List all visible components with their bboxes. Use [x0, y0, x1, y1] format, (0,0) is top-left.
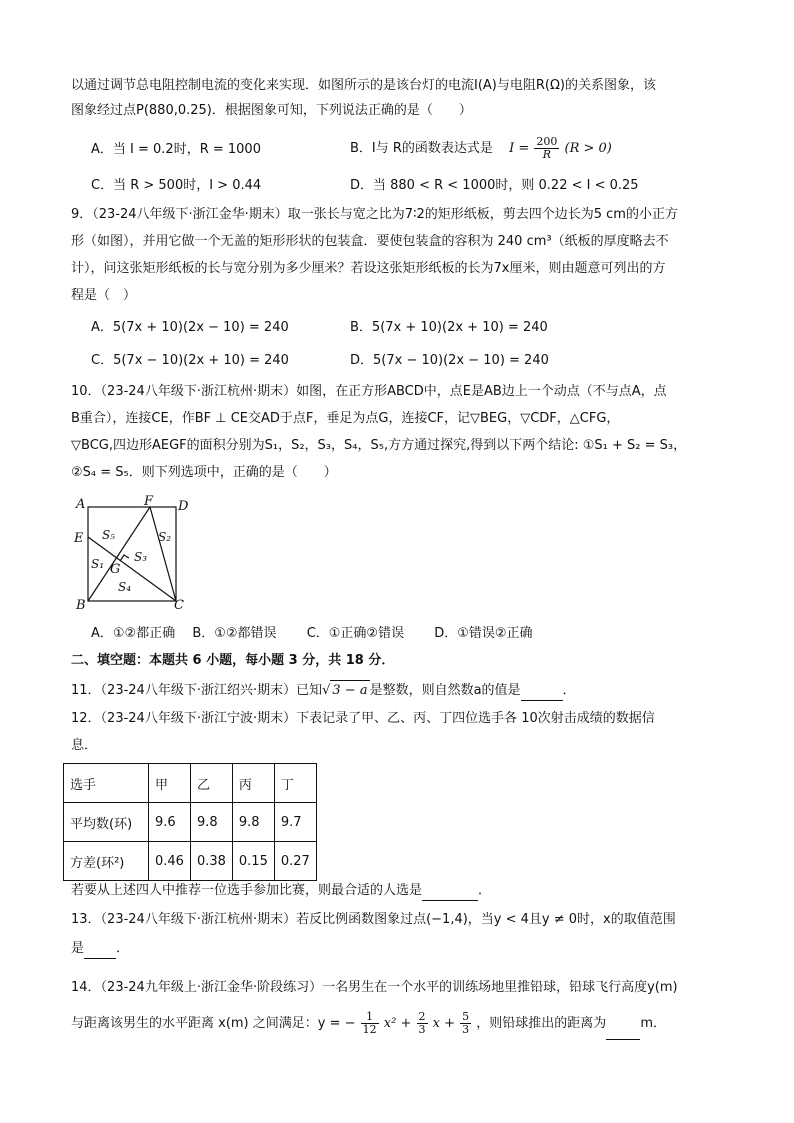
q8-option-b-text: B．I与 R的函数表达式是: [350, 141, 493, 156]
fraction-denominator: 12: [362, 1023, 377, 1036]
q10-line3: ▽BCG,四边形AEGF的面积分别为S₁，S₂，S₃，S₄，S₅,方方通过探究,得到以下两个结论: ①S₁ + S₂ = S₃，: [71, 438, 687, 453]
table-row: [64, 842, 317, 881]
q9-line4: 程是（ ）: [71, 288, 137, 303]
fraction-denominator: 3: [462, 1023, 470, 1036]
label-g: G: [110, 562, 121, 577]
q10-square-figure: [70, 495, 200, 615]
q10-line1: 10．（23-24八年级下·浙江杭州·期末）如图，在正方形ABCD中，点E是AB边上一个动点（不与点A，点: [71, 384, 667, 399]
q14-term-2: x +: [432, 1016, 456, 1031]
q11-radicand: 3 − a: [330, 680, 369, 701]
q14-line1: 14．（23-24九年级上·浙江金华·阶段练习）一名男生在一个水平的训练场地里推铅球，铅球飞行高度y(m): [71, 980, 678, 995]
table-cell: 方差(环²): [64, 842, 149, 881]
q10-options: A．①②都正确 B．①②都错误 C．①正确②错误 D．①错误②正确: [91, 626, 533, 641]
header-cell: 丙: [232, 764, 274, 803]
table-row: [64, 803, 317, 842]
q8-option-c: C．当 R > 500时，I > 0.44: [91, 178, 262, 193]
label-c: C: [174, 598, 184, 613]
label-b: B: [76, 598, 86, 613]
table-cell: 0.46: [149, 842, 191, 881]
table-cell: 0.15: [232, 842, 274, 881]
header-cell: 甲: [149, 764, 191, 803]
table-cell: 9.6: [149, 803, 191, 842]
label-e: E: [74, 531, 84, 546]
q11-suffix: 是整数，则自然数a的值是: [369, 683, 521, 698]
q9-line2: 形（如图），并用它做一个无盖的矩形形状的包装盒．要使包装盒的容积为 240 cm³（纸板的厚度略去不: [71, 234, 669, 249]
q14-line2: [71, 1008, 666, 1040]
q8-fraction-denominator: R: [542, 148, 552, 161]
q8-option-b-lhs: I =: [509, 141, 530, 156]
q13-prefix: 是: [71, 941, 85, 956]
segment-cf: [150, 507, 176, 601]
q9-option-a: A．5(7x + 10)(2x − 10) = 240: [91, 320, 289, 335]
label-s4: S₄: [118, 580, 132, 594]
q9-line3: 计），问这张矩形纸板的长与宽分别为多少厘米？若设这张矩形纸板的长为7x厘米，则由题意可列出的方: [71, 261, 666, 276]
q11-prefix: 11．（23-24八年级下·浙江绍兴·期末）已知: [71, 683, 323, 698]
q8-option-a: A．当 I = 0.2时，R = 1000: [91, 142, 261, 157]
right-angle-mark: [120, 555, 129, 561]
q14-fraction-3: [460, 1011, 471, 1036]
q14-prefix: 与距离该男生的水平距离 x(m) 之间满足：y = −: [71, 1016, 356, 1031]
q8-option-d: D．当 880 < R < 1000时，则 0.22 < I < 0.25: [350, 178, 639, 193]
q8-option-b: [350, 134, 612, 164]
label-s2: S₂: [158, 530, 172, 544]
q14-fraction-2: [417, 1011, 428, 1036]
header-cell: 乙: [190, 764, 232, 803]
q12-line1: 12．（23-24八年级下·浙江宁波·期末）下表记录了甲、乙、丙、丁四位选手各 10次射击成绩的数据信: [71, 711, 655, 726]
header-cell: 丁: [274, 764, 316, 803]
fraction-denominator: 3: [418, 1023, 426, 1036]
label-s3: S₃: [134, 550, 148, 564]
label-a: A: [76, 497, 86, 512]
q8-line1: 以通过调节总电阻控制电流的变化来实现．如图所示的是该台灯的电流I(A)与电阻R(Ω)的关系图象，该: [71, 78, 656, 93]
q14-fraction-1: [361, 1011, 379, 1036]
q8-line2: 图象经过点P(880,0.25)．根据图象可知，下列说法正确的是（ ）: [71, 103, 472, 118]
q11-line: [71, 680, 576, 701]
sqrt-symbol-icon: √: [322, 683, 331, 698]
q12-end: ．: [478, 883, 492, 898]
q14-term-1: x² +: [383, 1016, 412, 1031]
q9-option-c: C．5(7x − 10)(2x + 10) = 240: [91, 353, 289, 368]
label-s1: S₁: [91, 557, 105, 571]
fraction-numerator: 5: [462, 1010, 470, 1023]
table-cell: 平均数(环): [64, 803, 149, 842]
header-cell: 选手: [64, 764, 149, 803]
section-2-heading: 二、填空题：本题共 6 小题，每小题 3 分，共 18 分．: [71, 653, 395, 668]
q8-option-b-fraction: [534, 136, 559, 161]
table-header-row: [64, 764, 317, 803]
q9-line1: 9．（23-24八年级下·浙江金华·期末）取一张长与宽之比为7∶2的矩形纸板，剪去四个边长为5 cm的小正方: [71, 207, 678, 222]
q10-line4: ②S₄ = S₅．则下列选项中，正确的是（ ）: [71, 465, 337, 480]
label-f: F: [144, 495, 154, 509]
q12-table: [63, 763, 317, 881]
q12-after: [71, 881, 491, 901]
q11-answer-blank: [521, 686, 563, 701]
q14-suffix: ，则铅球推出的距离为: [476, 1016, 607, 1031]
q13-line1: 13．（23-24八年级下·浙江杭州·期末）若反比例函数图象过点(−1,4)，当y < 4且y ≠ 0时，x的取值范围: [71, 912, 676, 927]
q11-end: ．: [562, 683, 576, 698]
q13-line2: [71, 939, 129, 959]
q12-after-text: 若要从上述四人中推荐一位选手参加比赛，则最合适的人选是: [71, 883, 423, 898]
fraction-numerator: 2: [418, 1010, 426, 1023]
q12-line2: 息．: [71, 738, 98, 753]
q14-end: m．: [640, 1016, 666, 1031]
table-cell: 9.7: [274, 803, 316, 842]
q10-line2: B重合），连接CE，作BF ⊥ CE交AD于点F，垂足为点G，连接CF，记▽BEG，▽CDF，△CFG，: [71, 411, 620, 426]
table-cell: 0.38: [190, 842, 232, 881]
table-cell: 0.27: [274, 842, 316, 881]
q8-fraction-numerator: 200: [536, 135, 558, 148]
q12-answer-blank: [422, 886, 478, 901]
q8-option-b-domain: (R > 0): [564, 141, 612, 156]
q14-answer-blank: [606, 1025, 640, 1040]
table-cell: 9.8: [190, 803, 232, 842]
q13-answer-blank: [84, 944, 116, 959]
q9-option-d: D．5(7x − 10)(2x − 10) = 240: [350, 353, 549, 368]
q13-end: ．: [116, 941, 130, 956]
label-d: D: [178, 499, 189, 514]
table-cell: 9.8: [232, 803, 274, 842]
q9-option-b: B．5(7x + 10)(2x + 10) = 240: [350, 320, 548, 335]
label-s5: S₅: [102, 528, 116, 542]
fraction-numerator: 1: [361, 1011, 379, 1024]
